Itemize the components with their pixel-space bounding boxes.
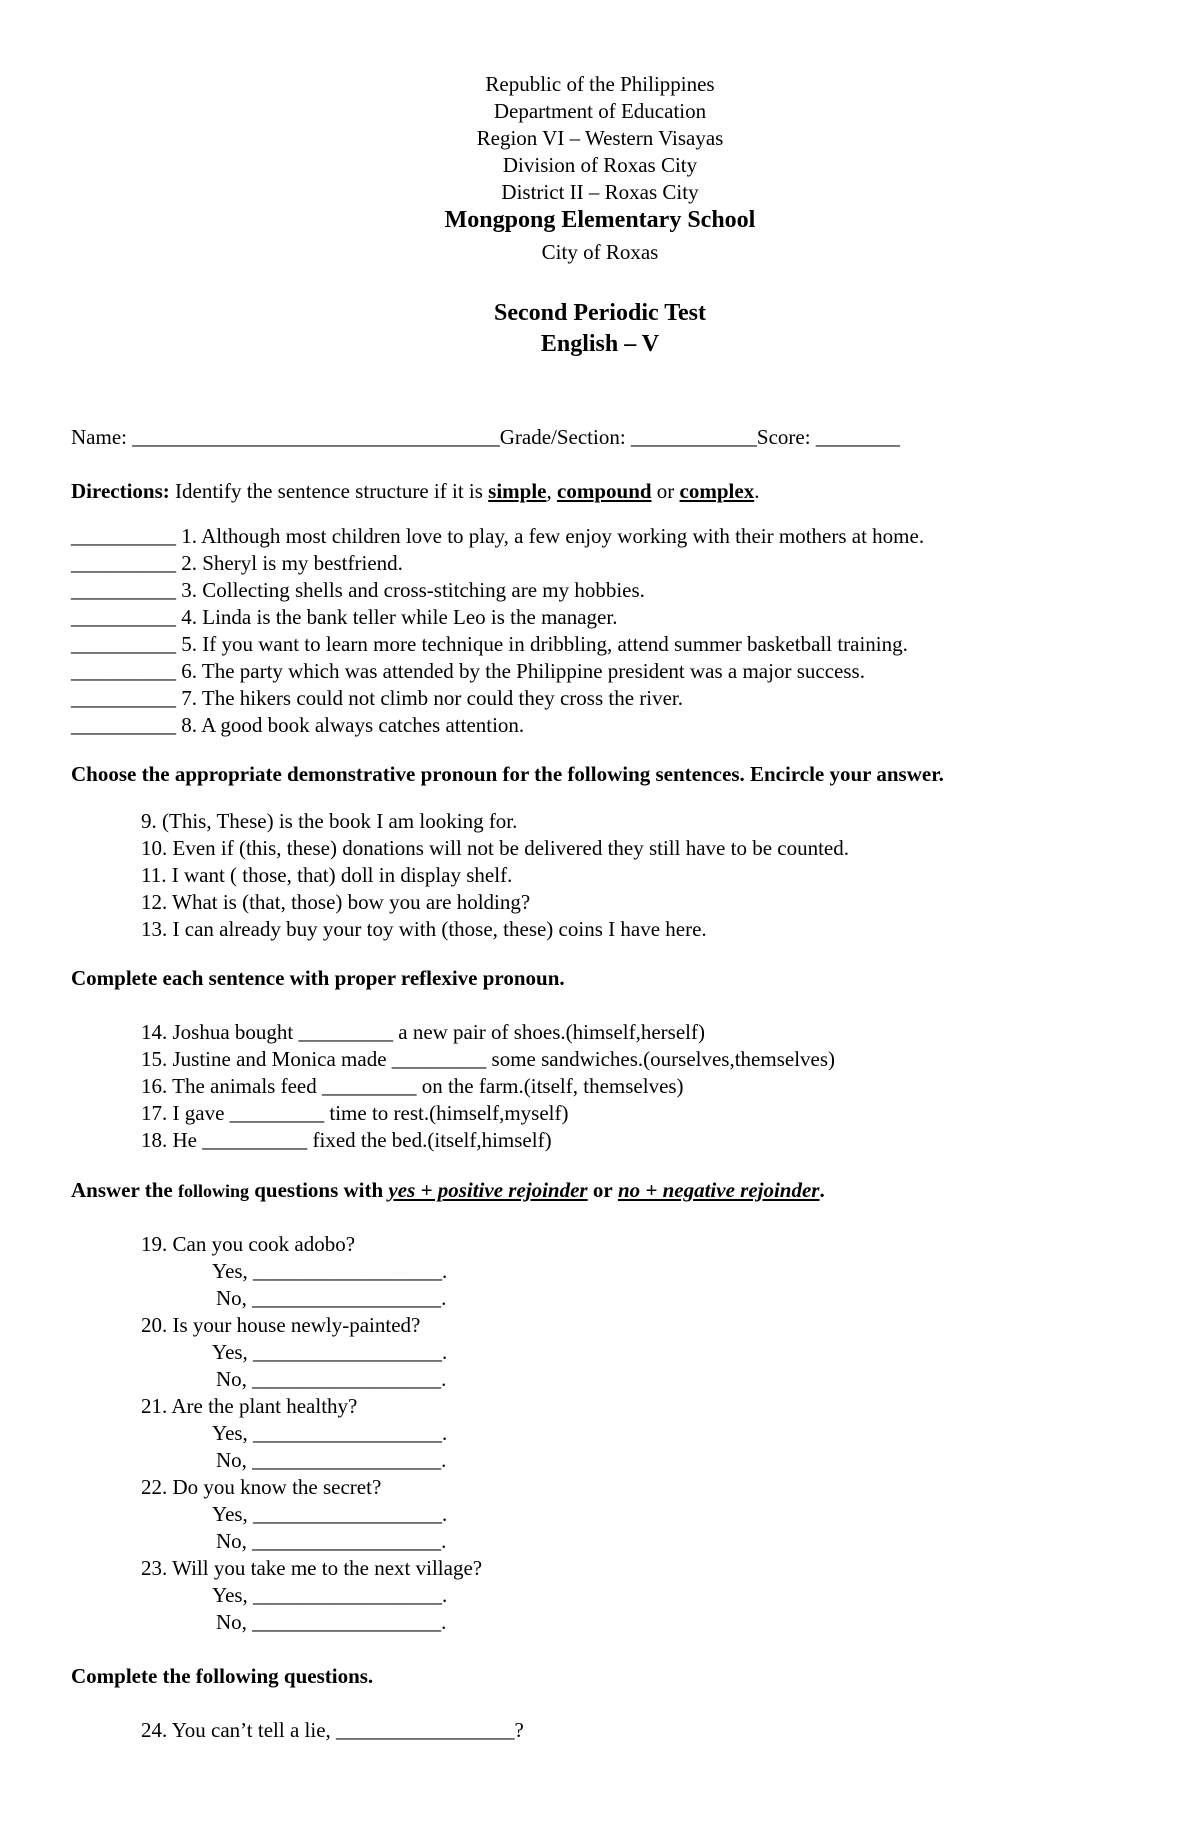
part4-no-line: No, __________________.	[216, 1448, 447, 1472]
part4-question: 23. Will you take me to the next village?	[141, 1556, 483, 1580]
part1-directions	[71, 479, 759, 504]
part4-question: 20. Is your house newly-painted?	[141, 1313, 421, 1337]
part4-no-line: No, __________________.	[216, 1610, 447, 1634]
directions-period: .	[754, 479, 760, 503]
part2-item: 13. I can already buy your toy with (those, these) coins I have here.	[141, 917, 707, 941]
directions-word-compound: compound	[557, 479, 652, 503]
part2-item: 12. What is (that, those) bow you are holding?	[141, 890, 531, 914]
part1-item: __________ 6. The party which was attended by the Philippine president was a major success.	[71, 659, 865, 683]
part4-heading-no: no + negative rejoinder	[617, 1178, 820, 1202]
header-division: Division of Roxas City	[502, 153, 698, 177]
part4-heading-a: Answer the	[71, 1178, 173, 1202]
part3-heading: Complete each sentence with proper reflexive pronoun.	[71, 966, 565, 990]
part4-heading-c: questions with	[254, 1178, 384, 1202]
directions-word-complex: complex	[679, 479, 755, 503]
header-city: City of Roxas	[541, 240, 659, 264]
part2-item: 11. I want ( those, that) doll in display shelf.	[141, 863, 513, 887]
header-department: Department of Education	[493, 99, 707, 123]
part5-item: 24. You can’t tell a lie, _________________?	[141, 1718, 524, 1742]
header-republic: Republic of the Philippines	[485, 72, 715, 96]
part1-item: __________ 7. The hikers could not climb nor could they cross the river.	[71, 686, 684, 710]
part2-item: 10. Even if (this, these) donations will not be delivered they still have to be counted.	[141, 836, 850, 860]
part4-yes-line: Yes, __________________.	[212, 1340, 448, 1364]
header-district: District II – Roxas City	[501, 180, 699, 204]
part4-yes-line: Yes, __________________.	[212, 1583, 448, 1607]
part4-no-line: No, __________________.	[216, 1367, 447, 1391]
part4-question: 22. Do you know the secret?	[141, 1475, 382, 1499]
part4-yes-line: Yes, __________________.	[212, 1502, 448, 1526]
directions-word-simple: simple	[488, 479, 547, 503]
part3-item: 18. He __________ fixed the bed.(itself,himself)	[141, 1128, 552, 1152]
name-grade-score-line: Name: ___________________________________Grade/Section: ____________Score: ________	[71, 425, 900, 449]
part4-heading-period: .	[819, 1178, 825, 1202]
part5-heading: Complete the following questions.	[71, 1664, 374, 1688]
part2-item: 9. (This, These) is the book I am looking for.	[141, 809, 518, 833]
part4-yes-line: Yes, __________________.	[212, 1421, 448, 1445]
part4-question: 19. Can you cook adobo?	[141, 1232, 356, 1256]
part3-item: 17. I gave _________ time to rest.(himself,myself)	[141, 1101, 569, 1125]
directions-label: Directions:	[71, 479, 170, 503]
directions-or: or	[656, 479, 675, 503]
test-subject: English – V	[540, 331, 660, 357]
part3-item: 14. Joshua bought _________ a new pair of shoes.(himself,herself)	[141, 1020, 705, 1044]
part3-item: 16. The animals feed _________ on the farm.(itself, themselves)	[141, 1074, 684, 1098]
directions-comma: ,	[546, 479, 552, 503]
part3-item: 15. Justine and Monica made _________ some sandwiches.(ourselves,themselves)	[141, 1047, 836, 1071]
part1-item: __________ 8. A good book always catches attention.	[71, 713, 525, 737]
part4-no-line: No, __________________.	[216, 1286, 447, 1310]
part4-question: 21. Are the plant healthy?	[141, 1394, 358, 1418]
test-title: Second Periodic Test	[493, 300, 706, 326]
part1-item: __________ 4. Linda is the bank teller while Leo is the manager.	[71, 605, 618, 629]
part1-item: __________ 1. Although most children love to play, a few enjoy working with their mothers at home.	[71, 524, 925, 548]
part4-no-line: No, __________________.	[216, 1529, 447, 1553]
part4-heading-or: or	[592, 1178, 613, 1202]
part2-heading: Choose the appropriate demonstrative pronoun for the following sentences. Encircle your answer.	[71, 762, 944, 786]
directions-text: Identify the sentence structure if it is	[175, 479, 483, 503]
school-name: Mongpong Elementary School	[444, 207, 756, 233]
part1-item: __________ 2. Sheryl is my bestfriend.	[71, 551, 403, 575]
part1-item: __________ 3. Collecting shells and cross-stitching are my hobbies.	[71, 578, 645, 602]
part4-heading-b: following	[177, 1181, 249, 1201]
header-region: Region VI – Western Visayas	[476, 126, 724, 150]
part4-heading	[71, 1178, 825, 1203]
part4-yes-line: Yes, __________________.	[212, 1259, 448, 1283]
part1-item: __________ 5. If you want to learn more technique in dribbling, attend summer basketball training.	[71, 632, 908, 656]
part4-heading-yes: yes + positive rejoinder	[388, 1178, 588, 1202]
